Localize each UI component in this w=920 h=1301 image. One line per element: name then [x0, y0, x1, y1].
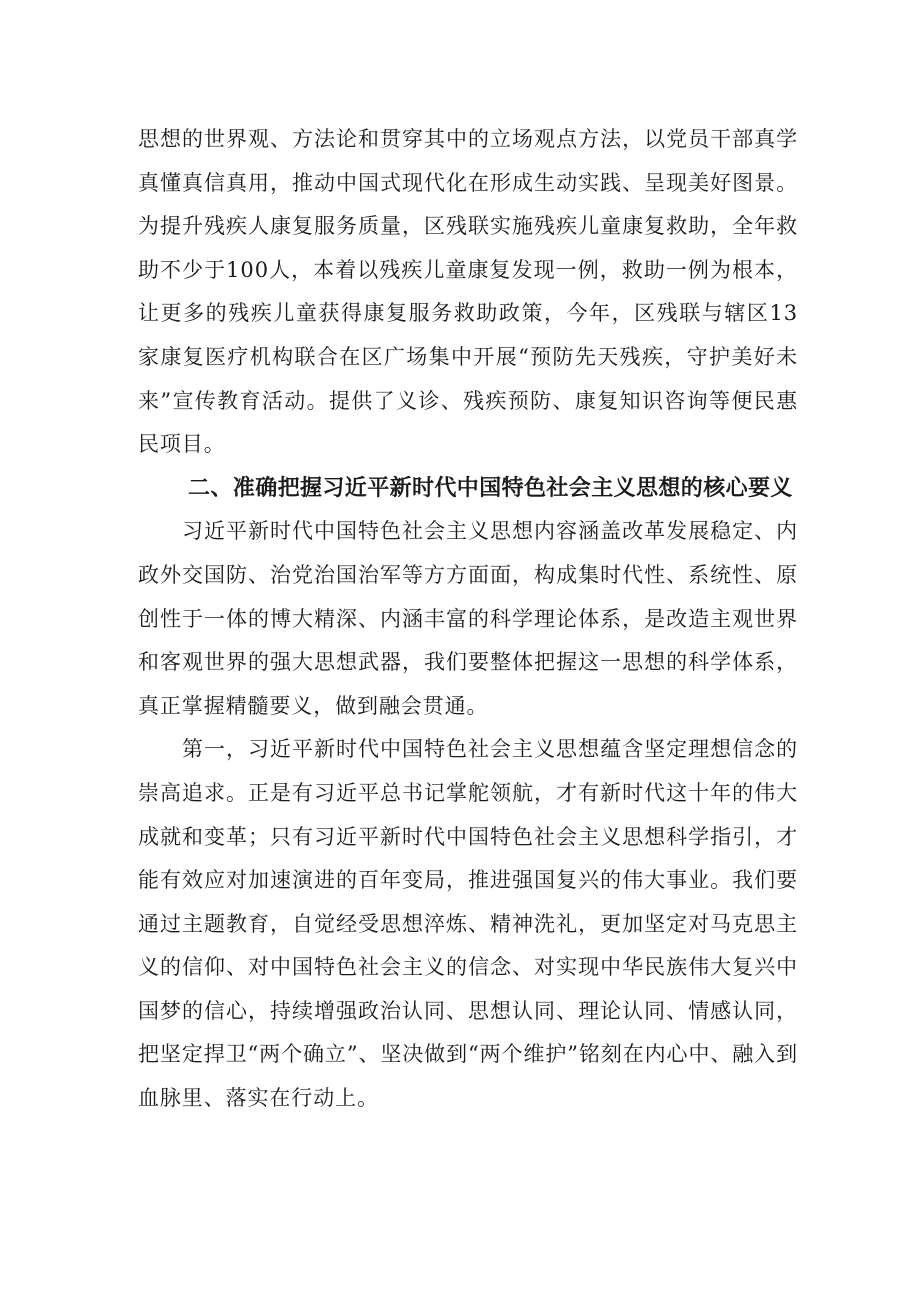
document-page [138, 118, 798, 1121]
paragraph: 习近平新时代中国特色社会主义思想内容涵盖改革发展稳定、内政外交国防、治党治国治军等方方面面，构成集时代性、系统性、原创性于一体的博大精深、内涵丰富的科学理论体系，是改造主观世界和客观世界的强大思想武器，我们要整体把握这一思想的科学体系，真正掌握精髓要义，做到融会贯通。 [138, 519, 798, 718]
paragraph-continued: 思想的世界观、方法论和贯穿其中的立场观点方法，以党员干部真学真懂真信真用，推动中国式现代化在形成生动实践、呈现美好图景。为提升残疾人康复服务质量，区残联实施残疾儿童康复救助，全年救助不少于100人，本着以残疾儿童康复发现一例，救助一例为根本，让更多的残疾儿童获得康复服务救助政策，今年，区残联与辖区13家康复医疗机构联合在区广场集中开展“预防先天残疾，守护美好未来”宣传教育活动。提供了义诊、残疾预防、康复知识咨询等便民惠民项目。 [138, 127, 798, 457]
paragraph: 第一，习近平新时代中国特色社会主义思想蕴含坚定理想信念的崇高追求。正是有习近平总书记掌舵领航，才有新时代这十年的伟大成就和变革；只有习近平新时代中国特色社会主义思想科学指引，才能有效应对加速演进的百年变局，推进强国复兴的伟大事业。我们要通过主题教育，自觉经受思想淬炼、精神洗礼，更加坚定对马克思主义的信仰、对中国特色社会主义的信念、对实现中华民族伟大复兴中国梦的信心，持续增强政治认同、思想认同、理论认同、情感认同，把坚定捍卫“两个确立”、坚决做到“两个维护”铭刻在内心中、融入到血脉里、落实在行动上。 [138, 737, 798, 1111]
section-heading: 二、准确把握习近平新时代中国特色社会主义思想的核心要义 [188, 475, 793, 501]
